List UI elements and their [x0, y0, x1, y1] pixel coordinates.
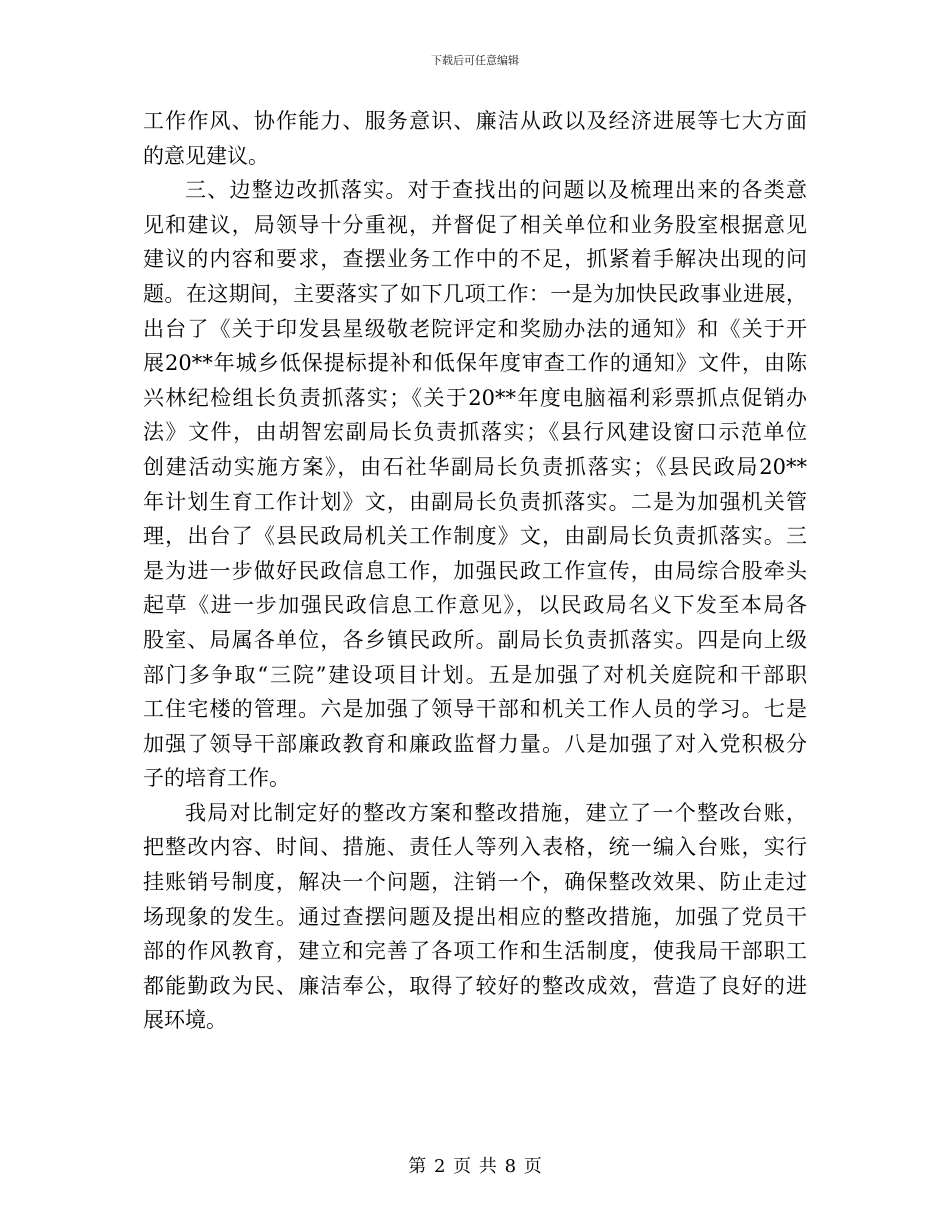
text-line: 兴林纪检组长负责抓落实；《关于20**年度电脑福利彩票抓点促销办 [143, 385, 807, 410]
document-body [143, 104, 807, 1038]
text-line: 都能勤政为民、廉洁奉公，取得了较好的整改成效，营造了良好的进 [143, 973, 807, 998]
text-line: 子的培育工作。 [143, 766, 290, 791]
text-line: 出台了《关于印发县星级敬老院评定和奖励办法的通知》和《关于开 [143, 316, 807, 341]
text-line: 题。在这期间，主要落实了如下几项工作：一是为加快民政事业进展， [143, 281, 807, 306]
text-line: 股室、局属各单位，各乡镇民政所。副局长负责抓落实。四是向上级 [143, 627, 807, 652]
text-line: 加强了领导干部廉政教育和廉政监督力量。八是加强了对入党积极分 [143, 731, 807, 756]
text-line: 法》文件，由胡智宏副局长负责抓落实；《县行风建设窗口示范单位 [143, 420, 807, 445]
text-line: 场现象的发生。通过查摆问题及提出相应的整改措施，加强了党员干 [143, 904, 807, 929]
text-line: 是为进一步做好民政信息工作，加强民政工作宣传，由局综合股牵头 [143, 558, 807, 583]
paragraph-continuation [143, 104, 807, 173]
paragraph-rectification [143, 173, 807, 796]
text-line: 工住宅楼的管理。六是加强了领导干部和机关工作人员的学习。七是 [143, 697, 807, 722]
text-line: 起草《进一步加强民政信息工作意见》，以民政局名义下发至本局各 [143, 593, 807, 618]
text-line: 工作作风、协作能力、服务意识、廉洁从政以及经济进展等七大方面 [143, 109, 807, 133]
text-line: 建议的内容和要求，查摆业务工作中的不足，抓紧着手解决出现的问 [143, 247, 807, 272]
text-line: 理，出台了《县民政局机关工作制度》文，由副局长负责抓落实。三 [143, 524, 807, 549]
text-line: 把整改内容、时间、措施、责任人等列入表格，统一编入台账，实行 [143, 835, 807, 860]
text-line: 见和建议，局领导十分重视，并督促了相关单位和业务股室根据意见 [143, 212, 807, 237]
text-line: 我局对比制定好的整改方案和整改措施，建立了一个整改台账， [185, 800, 807, 825]
text-line: 部门多争取“三院”建设项目计划。五是加强了对机关庭院和干部职 [143, 662, 807, 687]
text-line: 的意见建议。 [143, 143, 269, 168]
text-line: 三、边整边改抓落实。对于查找出的问题以及梳理出来的各类意 [185, 178, 807, 203]
text-line: 展20**年城乡低保提标提补和低保年度审查工作的通知》文件，由陈 [143, 351, 807, 376]
text-line: 年计划生育工作计划》文，由副局长负责抓落实。二是为加强机关管 [143, 489, 807, 514]
page-header: 下载后可任意编辑 [431, 54, 519, 67]
paragraph-ledger [143, 796, 807, 1038]
text-line: 展环境。 [143, 1008, 227, 1033]
text-line: 创建活动实施方案》，由石社华副局长负责抓落实；《县民政局20** [143, 454, 807, 479]
page-number: 第 2 页 共 8 页 [408, 1156, 542, 1177]
text-line: 部的作风教育，建立和完善了各项工作和生活制度，使我局干部职工 [143, 939, 807, 964]
text-line: 挂账销号制度，解决一个问题，注销一个，确保整改效果、防止走过 [143, 870, 807, 895]
